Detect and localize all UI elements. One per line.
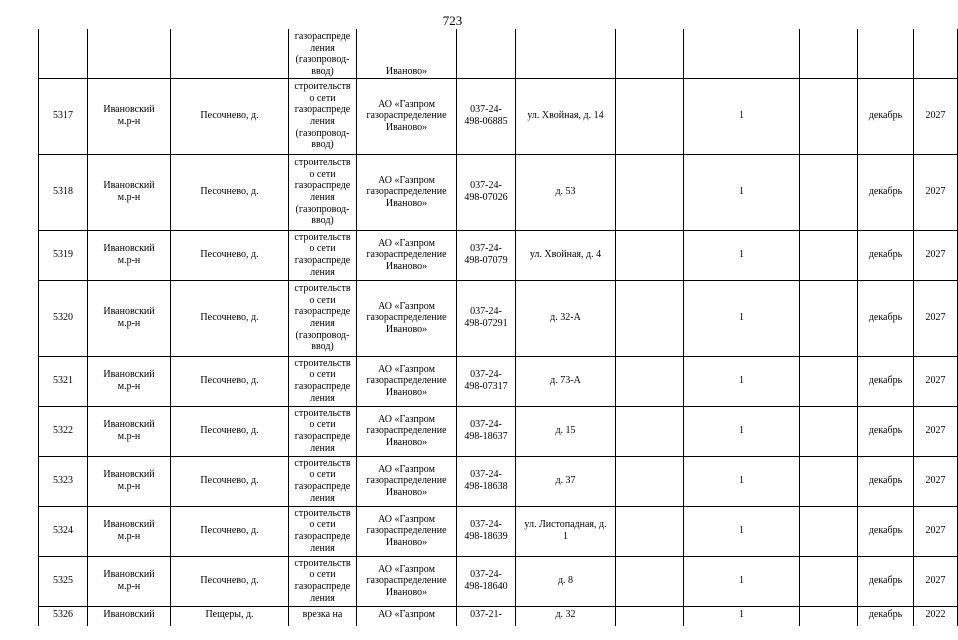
cell-num: 5326	[39, 606, 88, 626]
cell-work-type: строительств о сети газораспреде ления	[289, 456, 357, 506]
cell-settlement: Песочнево, д.	[171, 506, 289, 556]
cell-settlement: Песочнево, д.	[171, 406, 289, 456]
cell-work-type: строительств о сети газораспреде ления	[289, 506, 357, 556]
table-body	[39, 29, 958, 626]
cell-address	[516, 29, 616, 78]
cell-num: 5323	[39, 456, 88, 506]
cell-month	[858, 29, 914, 78]
cell-organization: Иваново»	[357, 29, 457, 78]
cell-organization: АО «Газпром газораспределение Иваново»	[357, 280, 457, 356]
cell-blank	[800, 230, 858, 280]
cell-district: Ивановский м.р-н	[88, 556, 171, 606]
cell-settlement: Песочнево, д.	[171, 280, 289, 356]
cell-work-type: строительств о сети газораспреде ления	[289, 556, 357, 606]
cell-count: 1	[684, 154, 800, 230]
cell-address: д. 37	[516, 456, 616, 506]
cell-blank	[616, 456, 684, 506]
cell-address: д. 15	[516, 406, 616, 456]
cell-settlement: Песочнево, д.	[171, 78, 289, 154]
cell-work-type: строительств о сети газораспреде ления	[289, 356, 357, 406]
cell-organization: АО «Газпром газораспределение Иваново»	[357, 230, 457, 280]
cell-year: 2027	[914, 78, 958, 154]
cell-work-type: газораспреде ления (газопровод- ввод)	[289, 29, 357, 78]
cell-blank	[800, 406, 858, 456]
cell-blank	[616, 356, 684, 406]
table-row	[39, 606, 958, 626]
cell-district: Ивановский	[88, 606, 171, 626]
cell-count: 1	[684, 456, 800, 506]
cell-code: 037-24- 498-18638	[457, 456, 516, 506]
cell-code: 037-24- 498-07317	[457, 356, 516, 406]
table-row	[39, 406, 958, 456]
cell-year: 2027	[914, 154, 958, 230]
cell-blank	[616, 230, 684, 280]
cell-address: ул. Хвойная, д. 14	[516, 78, 616, 154]
cell-blank	[800, 356, 858, 406]
cell-organization: АО «Газпром газораспределение Иваново»	[357, 456, 457, 506]
cell-code: 037-24- 498-06885	[457, 78, 516, 154]
cell-code: 037-24- 498-18639	[457, 506, 516, 556]
cell-blank	[800, 29, 858, 78]
cell-code: 037-24- 498-18637	[457, 406, 516, 456]
cell-blank	[616, 29, 684, 78]
cell-blank	[616, 280, 684, 356]
table-row	[39, 78, 958, 154]
cell-address: д. 8	[516, 556, 616, 606]
cell-year: 2027	[914, 556, 958, 606]
cell-organization: АО «Газпром газораспределение Иваново»	[357, 556, 457, 606]
cell-num: 5324	[39, 506, 88, 556]
cell-count: 1	[684, 280, 800, 356]
cell-organization: АО «Газпром газораспределение Иваново»	[357, 78, 457, 154]
registry-table	[38, 29, 958, 626]
cell-district: Ивановский м.р-н	[88, 154, 171, 230]
cell-code: 037-24- 498-07079	[457, 230, 516, 280]
table-row-continuation	[39, 29, 958, 78]
cell-district: Ивановский м.р-н	[88, 280, 171, 356]
cell-month: декабрь	[858, 456, 914, 506]
cell-year: 2027	[914, 356, 958, 406]
cell-code: 037-24- 498-18640	[457, 556, 516, 606]
table-row	[39, 556, 958, 606]
cell-code: 037-21-	[457, 606, 516, 626]
cell-address: д. 32-А	[516, 280, 616, 356]
cell-blank	[800, 78, 858, 154]
cell-month: декабрь	[858, 606, 914, 626]
table-row	[39, 280, 958, 356]
cell-month: декабрь	[858, 406, 914, 456]
page-number: 723	[442, 13, 463, 28]
cell-organization: АО «Газпром газораспределение Иваново»	[357, 356, 457, 406]
cell-num: 5320	[39, 280, 88, 356]
cell-num: 5319	[39, 230, 88, 280]
cell-num: 5321	[39, 356, 88, 406]
cell-num: 5322	[39, 406, 88, 456]
cell-num	[39, 29, 88, 78]
cell-month: декабрь	[858, 280, 914, 356]
cell-year: 2027	[914, 230, 958, 280]
cell-district: Ивановский м.р-н	[88, 356, 171, 406]
cell-organization: АО «Газпром газораспределение Иваново»	[357, 154, 457, 230]
cell-settlement: Песочнево, д.	[171, 356, 289, 406]
cell-num: 5318	[39, 154, 88, 230]
cell-work-type: строительств о сети газораспреде ления (газопровод- ввод)	[289, 154, 357, 230]
cell-work-type: строительств о сети газораспреде ления	[289, 230, 357, 280]
cell-year: 2027	[914, 280, 958, 356]
cell-blank	[800, 506, 858, 556]
cell-address: д. 73-А	[516, 356, 616, 406]
cell-settlement: Песочнево, д.	[171, 154, 289, 230]
cell-count: 1	[684, 356, 800, 406]
cell-settlement: Песочнево, д.	[171, 230, 289, 280]
cell-work-type: строительств о сети газораспреде ления (газопровод- ввод)	[289, 280, 357, 356]
table-row	[39, 456, 958, 506]
cell-district: Ивановский м.р-н	[88, 78, 171, 154]
table-row	[39, 230, 958, 280]
cell-blank	[800, 556, 858, 606]
cell-organization: АО «Газпром	[357, 606, 457, 626]
cell-settlement	[171, 29, 289, 78]
cell-district: Ивановский м.р-н	[88, 506, 171, 556]
cell-blank	[800, 154, 858, 230]
cell-blank	[616, 506, 684, 556]
cell-blank	[800, 606, 858, 626]
cell-code: 037-24- 498-07291	[457, 280, 516, 356]
cell-count: 1	[684, 506, 800, 556]
cell-count	[684, 29, 800, 78]
cell-work-type: врезка на	[289, 606, 357, 626]
cell-settlement: Песочнево, д.	[171, 456, 289, 506]
table-row	[39, 154, 958, 230]
cell-month: декабрь	[858, 506, 914, 556]
cell-month: декабрь	[858, 154, 914, 230]
cell-district	[88, 29, 171, 78]
cell-blank	[616, 556, 684, 606]
cell-count: 1	[684, 78, 800, 154]
cell-month: декабрь	[858, 356, 914, 406]
cell-district: Ивановский м.р-н	[88, 230, 171, 280]
cell-year: 2027	[914, 406, 958, 456]
cell-year: 2027	[914, 456, 958, 506]
cell-settlement: Песочнево, д.	[171, 556, 289, 606]
cell-num: 5325	[39, 556, 88, 606]
cell-blank	[616, 406, 684, 456]
cell-blank	[800, 456, 858, 506]
cell-work-type: строительств о сети газораспреде ления	[289, 406, 357, 456]
cell-month: декабрь	[858, 556, 914, 606]
cell-address: ул. Хвойная, д. 4	[516, 230, 616, 280]
cell-year	[914, 29, 958, 78]
cell-count: 1	[684, 556, 800, 606]
cell-month: декабрь	[858, 78, 914, 154]
table-row	[39, 506, 958, 556]
cell-count: 1	[684, 230, 800, 280]
cell-blank	[616, 154, 684, 230]
cell-code	[457, 29, 516, 78]
cell-settlement: Пещеры, д.	[171, 606, 289, 626]
cell-address: ул. Листопадная, д. 1	[516, 506, 616, 556]
cell-year: 2027	[914, 506, 958, 556]
cell-count: 1	[684, 406, 800, 456]
cell-blank	[616, 606, 684, 626]
cell-organization: АО «Газпром газораспределение Иваново»	[357, 506, 457, 556]
cell-work-type: строительств о сети газораспреде ления (газопровод- ввод)	[289, 78, 357, 154]
cell-address: д. 32	[516, 606, 616, 626]
cell-blank	[800, 280, 858, 356]
cell-year: 2022	[914, 606, 958, 626]
cell-code: 037-24- 498-07026	[457, 154, 516, 230]
table-row	[39, 356, 958, 406]
cell-count: 1	[684, 606, 800, 626]
cell-district: Ивановский м.р-н	[88, 456, 171, 506]
cell-address: д. 53	[516, 154, 616, 230]
cell-blank	[616, 78, 684, 154]
cell-organization: АО «Газпром газораспределение Иваново»	[357, 406, 457, 456]
cell-num: 5317	[39, 78, 88, 154]
cell-district: Ивановский м.р-н	[88, 406, 171, 456]
cell-month: декабрь	[858, 230, 914, 280]
